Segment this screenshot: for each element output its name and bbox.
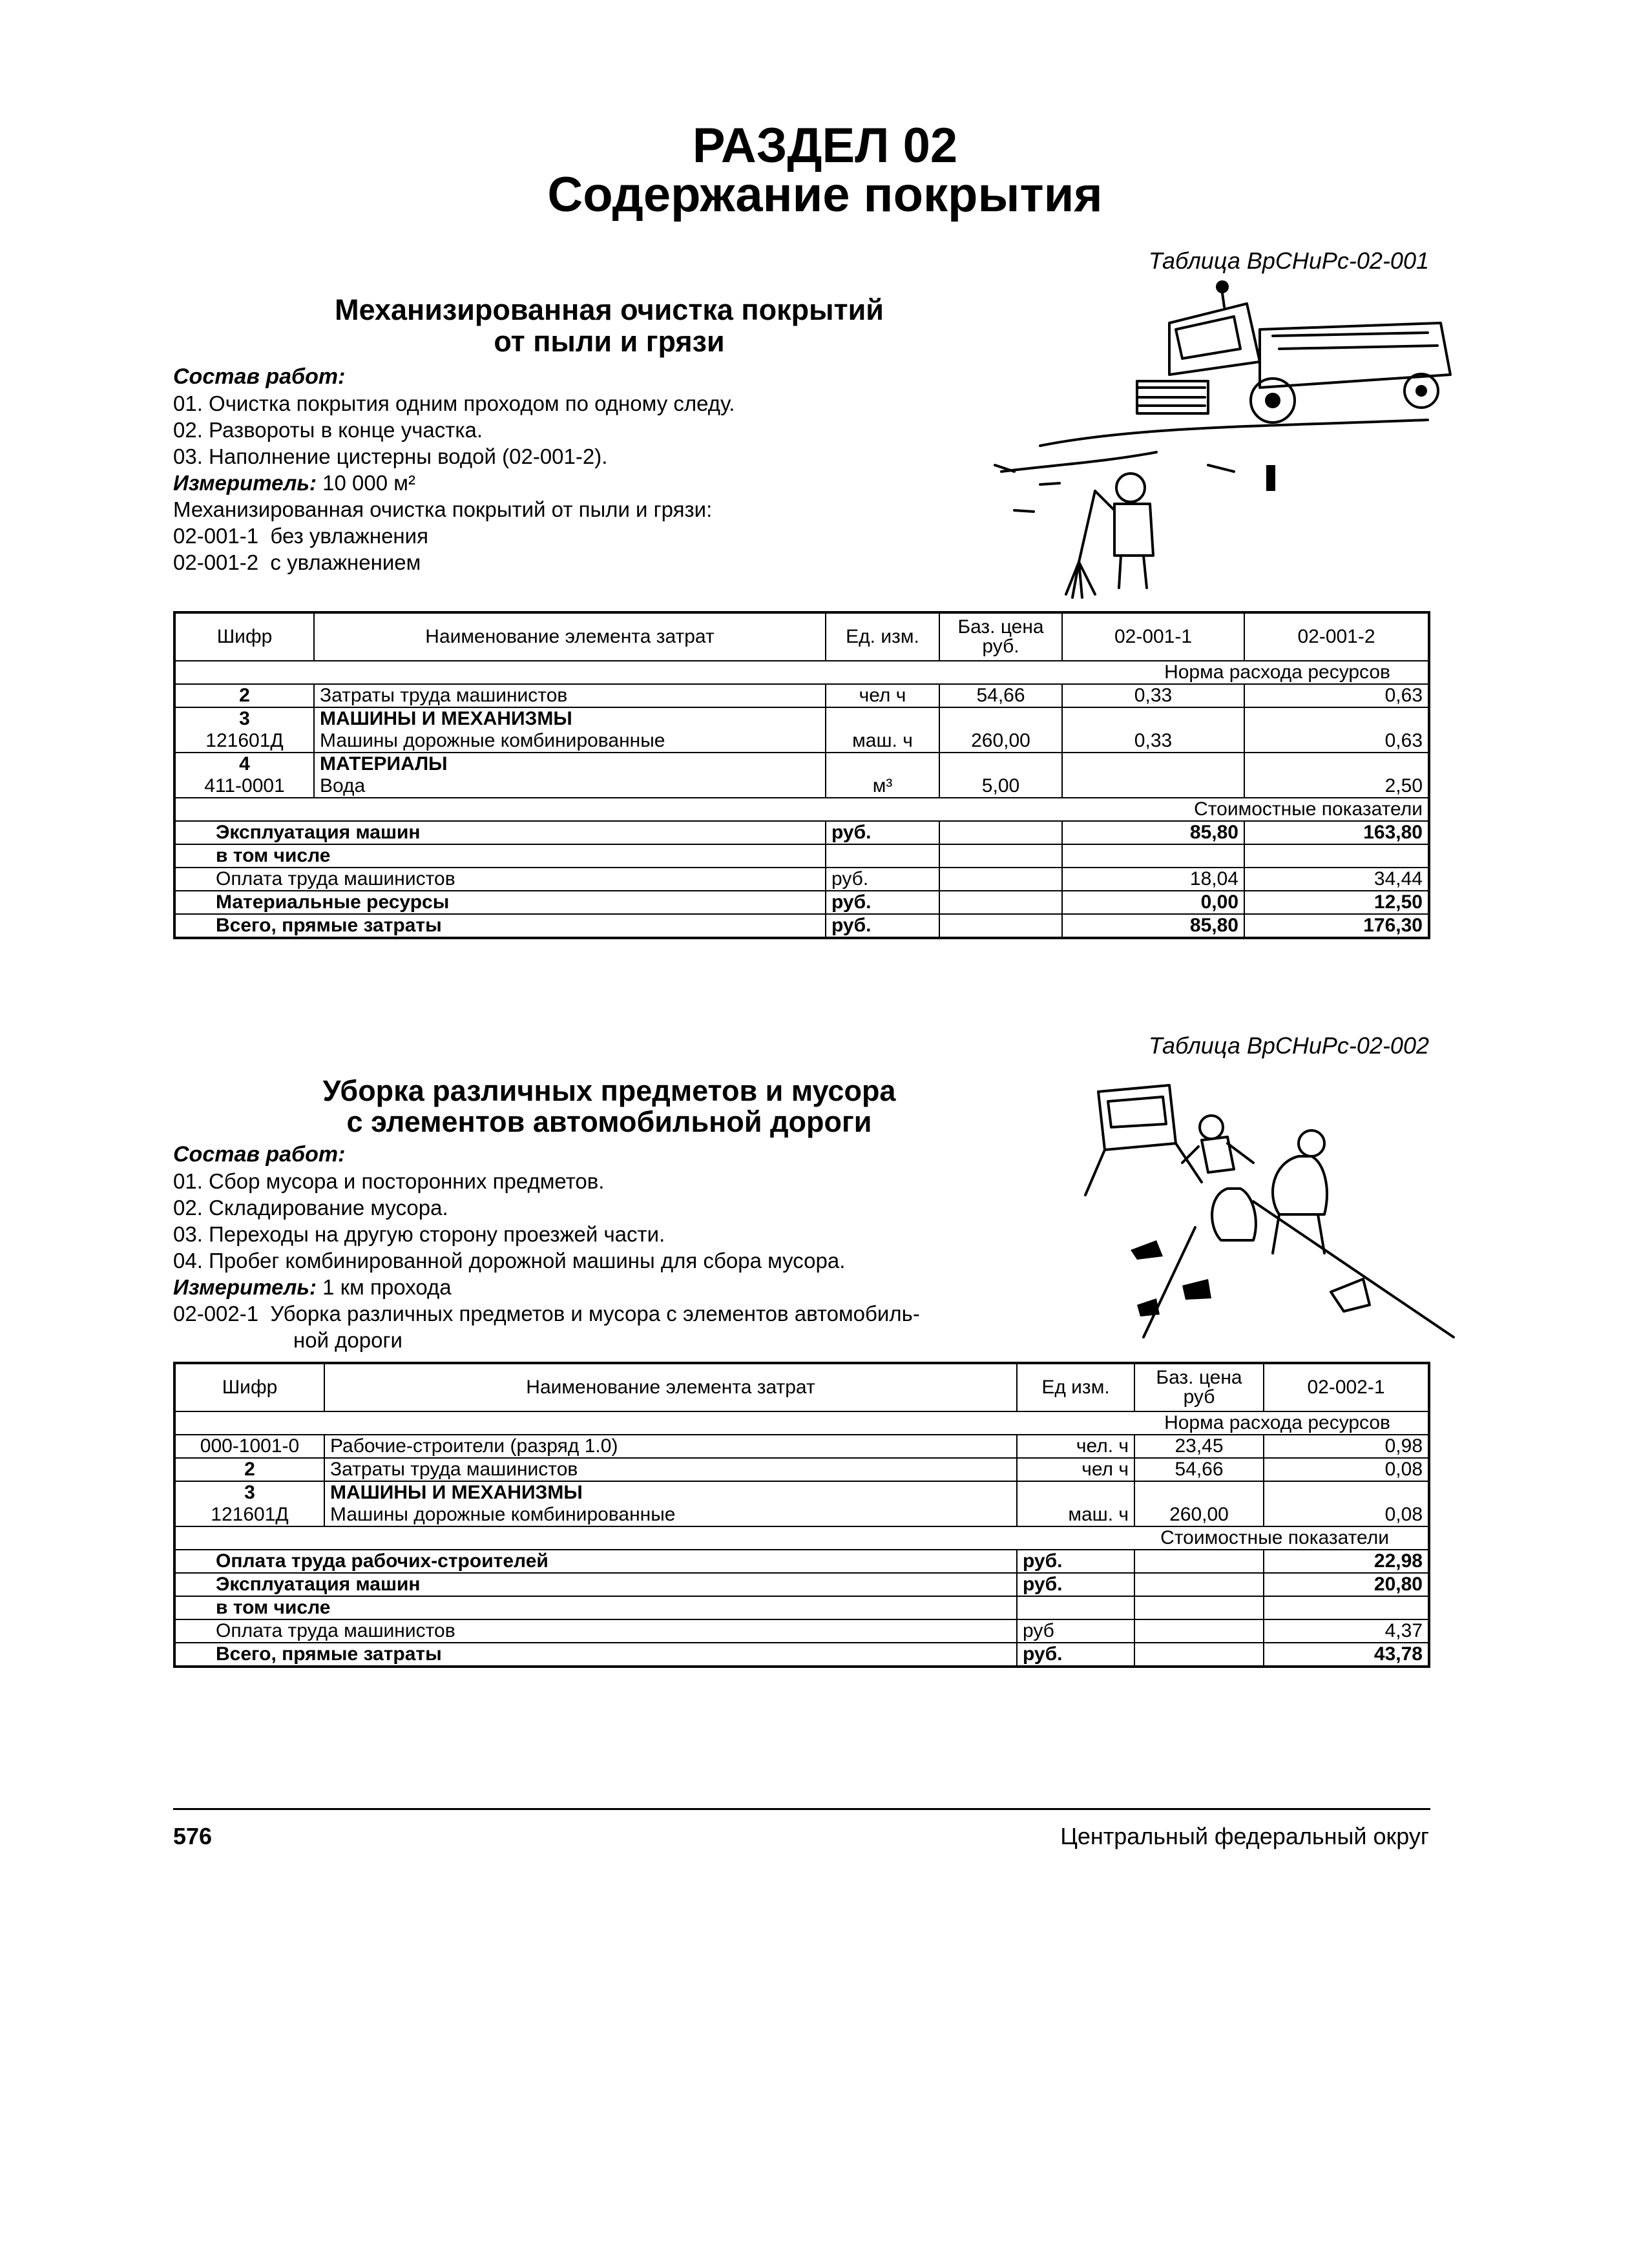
composition-item: 03. Переходы на другую сторону проезжей части.	[173, 1222, 665, 1246]
summary-value-1: 43,78	[1264, 1643, 1429, 1667]
cell-value-2: 0,63	[1244, 684, 1429, 707]
summary-price	[939, 891, 1062, 914]
summary-unit: руб.	[1017, 1573, 1134, 1596]
measure-line	[173, 470, 735, 496]
cell-unit	[826, 707, 939, 730]
variant-item: 02-002-1 Уборка различных предметов и мусора с элементов автомобиль-	[173, 1302, 920, 1326]
summary-value-2	[1244, 844, 1429, 868]
header-code-2: 02-001-2	[1244, 612, 1429, 661]
header-code: Шифр	[174, 1363, 324, 1411]
norm-label: Норма расхода ресурсов	[174, 1411, 1429, 1435]
cell-value-2: 0,63	[1244, 730, 1429, 753]
page-number: 576	[173, 1823, 213, 1849]
cost-label: Стоимостные показатели	[174, 798, 1429, 821]
norm-label-row	[174, 1411, 1429, 1435]
section-title: Содержание покрытия	[547, 167, 1103, 222]
composition-item: 03. Наполнение цистерны водой (02-001-2).	[173, 444, 608, 468]
header-unit: Ед. изм.	[826, 612, 939, 661]
cell-code: 121601Д	[174, 730, 314, 753]
cell-value-1: 0,33	[1062, 730, 1244, 753]
summary-value-2: 163,80	[1244, 821, 1429, 844]
cell-value-1	[1264, 1481, 1429, 1504]
debris-collection-illustration	[1060, 1066, 1460, 1350]
sweeper-truck-illustration	[976, 278, 1467, 601]
header-base-price: Баз. цена руб.	[939, 612, 1062, 661]
description: Механизированная очистка покрытий от пыли и грязи:	[173, 497, 713, 521]
cell-price: 54,66	[1134, 1458, 1264, 1481]
table-row	[174, 1481, 1429, 1504]
table-1-title-line-1: Механизированная очистка покрытий	[335, 293, 884, 326]
cell-unit: маш. ч	[826, 730, 939, 753]
header-code-1: 02-002-1	[1264, 1363, 1429, 1411]
summary-row	[174, 821, 1429, 844]
composition-item: 02. Складирование мусора.	[173, 1196, 448, 1220]
cell-value-2: 2,50	[1244, 775, 1429, 798]
summary-row	[174, 1573, 1429, 1596]
summary-row	[174, 1619, 1429, 1643]
section-label: РАЗДЕЛ 02	[692, 118, 958, 173]
cell-value-1: 0,33	[1062, 684, 1244, 707]
table-1-title-line-2: от пыли и грязи	[494, 325, 725, 358]
cost-table-1	[173, 611, 1430, 939]
measure-label: Измеритель:	[173, 471, 317, 495]
cell-name: Затраты труда машинистов	[324, 1458, 1017, 1481]
table-2-composition-heading: Состав работ:	[173, 1142, 346, 1167]
summary-row	[174, 891, 1429, 914]
cell-value-1	[1062, 753, 1244, 775]
header-name: Наименование элемента затрат	[324, 1363, 1017, 1411]
norm-label: Норма расхода ресурсов	[174, 661, 1429, 684]
summary-label: Материальные ресурсы	[174, 891, 826, 914]
cell-value-1	[1062, 707, 1244, 730]
summary-value-2: 176,30	[1244, 914, 1429, 938]
header-name: Наименование элемента затрат	[314, 612, 826, 661]
cost-label: Стоимостные показатели	[174, 1526, 1429, 1550]
cell-unit	[826, 753, 939, 775]
composition-item: 01. Очистка покрытия одним проходом по одному следу.	[173, 391, 735, 415]
cell-name: Машины дорожные комбинированные	[314, 730, 826, 753]
cell-price: 23,45	[1134, 1435, 1264, 1458]
summary-price	[939, 844, 1062, 868]
summary-price	[1134, 1619, 1264, 1643]
norm-label-row	[174, 661, 1429, 684]
footer-divider	[173, 1808, 1430, 1810]
summary-value-1	[1062, 844, 1244, 868]
summary-label: Эксплуатация машин	[174, 821, 826, 844]
cost-label-row	[174, 798, 1429, 821]
table-header-row	[174, 612, 1429, 661]
summary-row	[174, 1550, 1429, 1573]
summary-label: в том числе	[174, 1596, 1017, 1619]
header-base-price: Баз. цена руб	[1134, 1363, 1264, 1411]
measure-line	[173, 1274, 920, 1300]
summary-label: в том числе	[174, 844, 826, 868]
cell-unit: чел ч	[826, 684, 939, 707]
cell-code: 2	[174, 1458, 324, 1481]
cell-price: 5,00	[939, 775, 1062, 798]
cost-table-2	[173, 1362, 1430, 1668]
cell-unit	[1017, 1481, 1134, 1504]
summary-label: Оплата труда машинистов	[174, 868, 826, 891]
cell-value-2	[1244, 707, 1429, 730]
summary-row	[174, 844, 1429, 868]
cell-name: Машины дорожные комбинированные	[324, 1504, 1017, 1526]
table-1-id: Таблица ВрСНиРс-02-001	[1148, 247, 1429, 274]
footer-region: Центральный федеральный округ	[1060, 1823, 1429, 1849]
composition-item: 02. Развороты в конце участка.	[173, 418, 483, 442]
cell-code: 411-0001	[174, 775, 314, 798]
cell-code: 3	[174, 707, 314, 730]
table-row	[174, 753, 1429, 775]
cell-price	[939, 707, 1062, 730]
composition-item: 01. Сбор мусора и посторонних предметов.	[173, 1169, 605, 1193]
cell-name: МАТЕРИАЛЫ	[314, 753, 826, 775]
summary-unit: руб.	[826, 868, 939, 891]
measure-label: Измеритель:	[173, 1275, 317, 1299]
cell-price: 54,66	[939, 684, 1062, 707]
table-header-row	[174, 1363, 1429, 1411]
summary-value-2: 12,50	[1244, 891, 1429, 914]
cell-name: Затраты труда машинистов	[314, 684, 826, 707]
table-2-title-line-1: Уборка различных предметов и мусора	[322, 1074, 896, 1107]
summary-unit: руб.	[826, 914, 939, 938]
cell-name: МАШИНЫ И МЕХАНИЗМЫ	[324, 1481, 1017, 1504]
cell-value-1	[1062, 775, 1244, 798]
summary-unit: руб.	[1017, 1550, 1134, 1573]
summary-unit: руб.	[826, 821, 939, 844]
variant-item: 02-001-1 без увлажнения	[173, 524, 428, 548]
table-1-composition-heading: Состав работ:	[173, 364, 346, 389]
table-row	[174, 730, 1429, 753]
table-row	[174, 1504, 1429, 1526]
table-2-composition-list	[173, 1168, 920, 1353]
summary-value-1	[1264, 1596, 1429, 1619]
summary-value-1: 85,80	[1062, 821, 1244, 844]
cell-price: 260,00	[939, 730, 1062, 753]
cost-label-row	[174, 1526, 1429, 1550]
table-row	[174, 1435, 1429, 1458]
cell-value-1: 0,08	[1264, 1458, 1429, 1481]
summary-row	[174, 914, 1429, 938]
summary-row	[174, 868, 1429, 891]
summary-label: Оплата труда машинистов	[174, 1619, 1017, 1643]
variant-item: 02-001-2 с увлажнением	[173, 550, 421, 574]
summary-value-1: 0,00	[1062, 891, 1244, 914]
summary-price	[939, 821, 1062, 844]
measure-value: 10 000 м²	[322, 471, 415, 495]
table-2-id: Таблица ВрСНиРс-02-002	[1148, 1032, 1429, 1059]
table-row	[174, 775, 1429, 798]
summary-unit: руб	[1017, 1619, 1134, 1643]
summary-value-1: 85,80	[1062, 914, 1244, 938]
cell-code: 121601Д	[174, 1504, 324, 1526]
table-row	[174, 707, 1429, 730]
summary-price	[1134, 1643, 1264, 1667]
cell-value-1: 0,08	[1264, 1504, 1429, 1526]
cell-code: 4	[174, 753, 314, 775]
summary-label: Эксплуатация машин	[174, 1573, 1017, 1596]
summary-value-1: 22,98	[1264, 1550, 1429, 1573]
cell-name: МАШИНЫ И МЕХАНИЗМЫ	[314, 707, 826, 730]
summary-label: Всего, прямые затраты	[174, 914, 826, 938]
cell-code: 3	[174, 1481, 324, 1504]
summary-value-2: 34,44	[1244, 868, 1429, 891]
summary-unit: руб.	[826, 891, 939, 914]
cell-price	[939, 753, 1062, 775]
summary-row	[174, 1596, 1429, 1619]
summary-price	[939, 914, 1062, 938]
cell-name: Вода	[314, 775, 826, 798]
summary-unit	[826, 844, 939, 868]
table-row	[174, 684, 1429, 707]
table-1-composition-list	[173, 390, 735, 576]
header-code: Шифр	[174, 612, 314, 661]
variant-item: ной дороги	[293, 1328, 402, 1352]
cell-value-2	[1244, 753, 1429, 775]
table-2-title-line-2: с элементов автомобильной дороги	[346, 1105, 872, 1138]
measure-value: 1 км прохода	[322, 1275, 452, 1299]
cell-value-1: 0,98	[1264, 1435, 1429, 1458]
cell-price	[1134, 1481, 1264, 1504]
summary-label: Оплата труда рабочих-строителей	[174, 1550, 1017, 1573]
summary-price	[1134, 1550, 1264, 1573]
cell-unit: чел ч	[1017, 1458, 1134, 1481]
cell-unit: чел. ч	[1017, 1435, 1134, 1458]
summary-row	[174, 1643, 1429, 1667]
cell-name: Рабочие-строители (разряд 1.0)	[324, 1435, 1017, 1458]
summary-value-1: 4,37	[1264, 1619, 1429, 1643]
cell-code: 000-1001-0	[174, 1435, 324, 1458]
summary-value-1: 20,80	[1264, 1573, 1429, 1596]
header-code-1: 02-001-1	[1062, 612, 1244, 661]
summary-unit	[1017, 1596, 1134, 1619]
summary-unit: руб.	[1017, 1643, 1134, 1667]
cell-price: 260,00	[1134, 1504, 1264, 1526]
summary-price	[1134, 1596, 1264, 1619]
summary-label: Всего, прямые затраты	[174, 1643, 1017, 1667]
summary-price	[1134, 1573, 1264, 1596]
table-row	[174, 1458, 1429, 1481]
composition-item: 04. Пробег комбинированной дорожной машины для сбора мусора.	[173, 1249, 846, 1273]
summary-value-1: 18,04	[1062, 868, 1244, 891]
cell-code: 2	[174, 684, 314, 707]
header-unit: Ед изм.	[1017, 1363, 1134, 1411]
cell-unit: м³	[826, 775, 939, 798]
cell-unit: маш. ч	[1017, 1504, 1134, 1526]
summary-price	[939, 868, 1062, 891]
